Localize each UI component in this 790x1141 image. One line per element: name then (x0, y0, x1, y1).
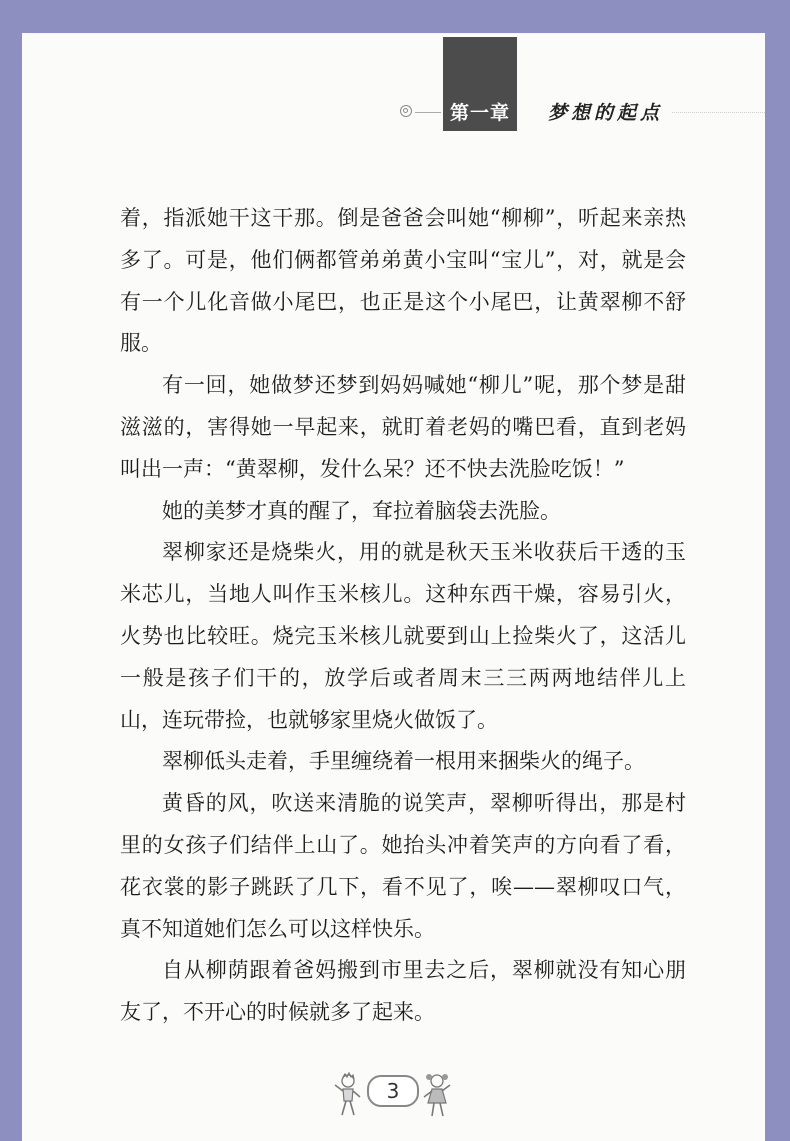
header-dotted-line (672, 112, 765, 113)
header-divider (415, 112, 441, 113)
paragraph: 翠柳低头走着，手里缠绕着一根用来捆柴火的绳子。 (162, 749, 645, 774)
paragraph: 翠柳家还是烧柴火，用的就是秋天玉米收获后干透的玉米芯儿，当地人叫作玉米核儿。这种东西干燥，容易引火，火势也比较旺。烧完玉米核儿就要到山上捡柴火了，这活儿一般是孩子们干的，放学后或者周末三三两两地结伴儿上山，连玩带捡，也就够家里烧火做饭了。 (120, 540, 686, 732)
paragraph: 她的美梦才真的醒了，耷拉着脑袋去洗脸。 (162, 498, 561, 523)
bullseye-ornament-icon (400, 105, 412, 117)
page-number: 3 (367, 1075, 419, 1107)
book-page (22, 33, 765, 1141)
chapter-number: 第一章 (449, 102, 510, 124)
paragraph: 有一回，她做梦还梦到妈妈喊她“柳儿”呢，那个梦是甜滋滋的，害得她一早起来，就盯着老妈的嘴巴看，直到老妈叫出一声：“黄翠柳，发什么呆？还不快去洗脸吃饭！” (120, 373, 686, 481)
paragraph: 自从柳荫跟着爸妈搬到市里去之后，翠柳就没有知心朋友了，不开心的时候就多了起来。 (120, 958, 686, 1025)
boy-figure-icon (330, 1071, 364, 1119)
paragraph: 着，指派她干这干那。倒是爸爸会叫她“柳柳”，听起来亲热多了。可是，他们俩都管弟弟黄小宝叫“宝儿”，对，就是会有一个儿化音做小尾巴，也正是这个小尾巴，让黄翠柳不舒服。 (120, 206, 686, 356)
body-text (120, 198, 686, 1034)
running-header (22, 95, 765, 131)
paragraph: 黄昏的风，吹送来清脆的说笑声，翠柳听得出，那是村里的女孩子们结伴上山了。她抬头冲着笑声的方向看了看，花衣裳的影子跳跃了几下，看不见了，唉——翠柳叹口气，真不知道她们怎么可以这样快乐。 (120, 791, 686, 941)
page-footer (22, 1071, 765, 1121)
chapter-title: 梦想的起点 (548, 102, 664, 124)
girl-figure-icon (420, 1071, 454, 1119)
